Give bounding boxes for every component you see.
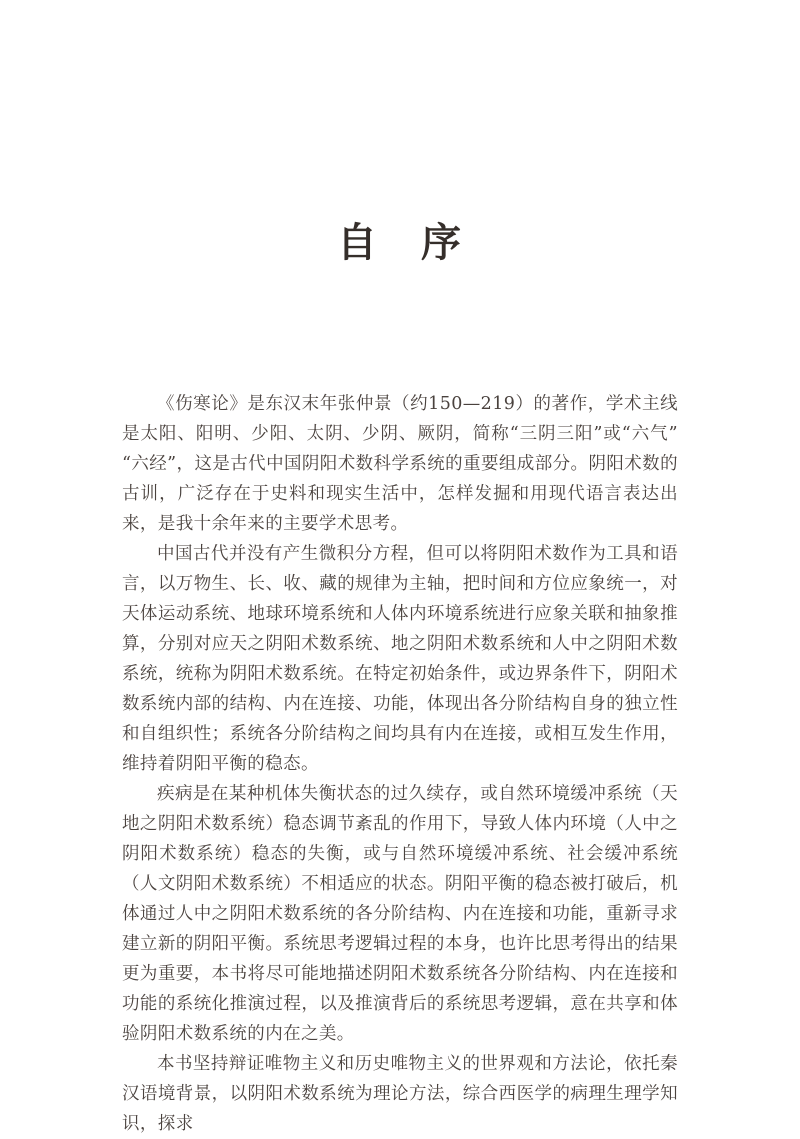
paragraph-4: 本书坚持辩证唯物主义和历史唯物主义的世界观和方法论，依托秦汉语境背景，以阴阳术数系统为理论方法，综合西医学的病理生理学知识，探求 [122, 1054, 678, 1134]
preface-body [122, 389, 678, 1139]
paragraph-3: 疾病是在某种机体失衡状态的过久续存，或自然环境缓冲系统（天地之阴阳术数系统）稳态调节紊乱的作用下，导致人体内环境（人中之阴阳术数系统）稳态的失衡，或与自然环境缓冲系统、社会缓冲系统（人文阴阳术数系统）不相适应的状态。阴阳平衡的稳态被打破后，机体通过人中之阴阳术数系统的各分阶结构、内在连接和功能，重新寻求建立新的阴阳平衡。系统思考逻辑过程的本身，也许比思考得出的结果更为重要，本书将尽可能地描述阴阳术数系统各分阶结构、内在连接和功能的系统化推演过程，以及推演背后的系统思考逻辑，意在共享和体验阴阳术数系统的内在之美。 [122, 784, 678, 1044]
page-title: 自 序 [337, 219, 463, 266]
paragraph-2: 中国古代并没有产生微积分方程，但可以将阴阳术数作为工具和语言，以万物生、长、收、藏的规律为主轴，把时间和方位应象统一，对天体运动系统、地球环境系统和人体内环境系统进行应象关联和抽象推算，分别对应天之阴阳术数系统、地之阴阳术数系统和人中之阴阳术数系统，统称为阴阳术数系统。在特定初始条件，或边界条件下，阴阳术数系统内部的结构、内在连接、功能，体现出各分阶结构自身的独立性和自组织性；系统各分阶结构之间均具有内在连接，或相互发生作用，维持着阴阳平衡的稳态。 [122, 544, 678, 774]
paragraph-1: 《伤寒论》是东汉末年张仲景（约150—219）的著作，学术主线是太阳、阳明、少阳、太阴、少阴、厥阴，简称“三阴三阳”或“六气”“六经”，这是古代中国阴阳术数科学系统的重要组成部分。阴阳术数的古训，广泛存在于史料和现实生活中，怎样发掘和用现代语言表达出来，是我十余年来的主要学术思考。 [122, 394, 678, 534]
